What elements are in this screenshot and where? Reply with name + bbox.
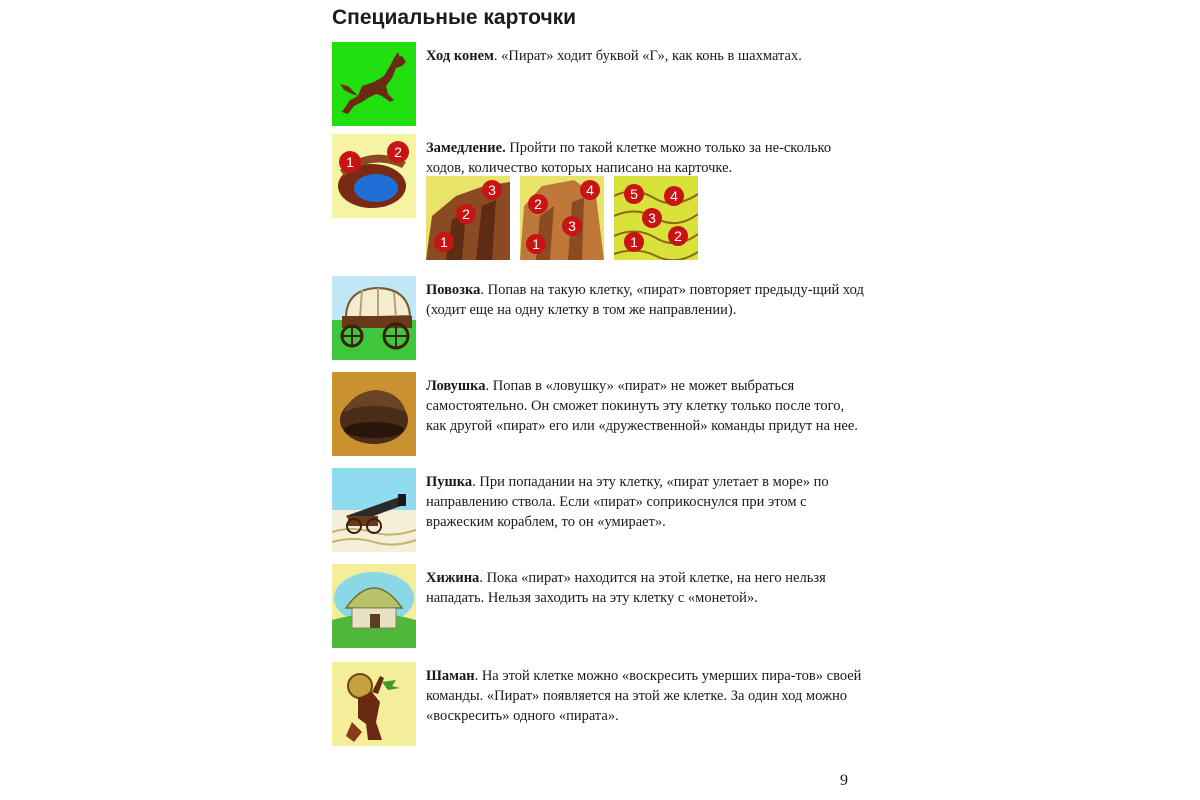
card-item-shaman (332, 662, 872, 746)
slowdown-icon (332, 134, 416, 218)
card-description: . Попав на такую клетку, «пират» повторяет предыду-щий ход (ходит еще на одну клетку в том же направлении). (426, 282, 864, 318)
step-badge: 3 (568, 218, 576, 234)
hut-icon (332, 564, 416, 648)
slowdown-5-steps-icon (614, 176, 698, 260)
card-name: Ловушка (426, 378, 486, 394)
step-badge: 2 (462, 206, 470, 222)
card-item-cannon (332, 468, 872, 552)
slowdown-badge: 2 (394, 144, 402, 160)
card-description: . На этой клетке можно «воскресить умерших пира-тов» своей команды. «Пират» появляется на этой же клетке. За один ход можно «воскресить» одного «пирата». (426, 668, 862, 724)
card-description: . Пока «пират» находится на этой клетке, на него нельзя нападать. Нельзя заходить на эту клетку с «монетой». (426, 570, 826, 606)
slowdown-3-steps-icon (426, 176, 510, 260)
card-name: Ход конем (426, 48, 494, 64)
step-badge: 2 (674, 228, 682, 244)
shaman-icon (332, 662, 416, 746)
slowdown-4-steps-icon (520, 176, 604, 260)
card-item-wagon (332, 276, 872, 360)
wagon-icon (332, 276, 416, 360)
card-text (426, 46, 866, 66)
card-name: Шаман (426, 668, 475, 684)
step-badge: 1 (630, 234, 638, 250)
step-badge: 4 (670, 188, 678, 204)
card-item-trap (332, 372, 872, 456)
step-badge: 3 (488, 182, 496, 198)
card-text (426, 568, 866, 608)
card-text (426, 472, 866, 532)
step-badge: 5 (630, 186, 638, 202)
card-name: Пушка (426, 474, 473, 490)
card-name: Повозка (426, 282, 481, 298)
trap-icon (332, 372, 416, 456)
card-description: Пройти по такой клетке можно только за не-сколько ходов, количество которых написано на карточке. (426, 140, 832, 176)
step-badge: 1 (532, 236, 540, 252)
step-badge: 2 (534, 196, 542, 212)
card-name: Замедление. (426, 140, 506, 156)
card-description: . Попав в «ловушку» «пират» не может выбраться самостоятельно. Он сможет покинуть эту клетку только после того, как другой «пират» его или «дружественной» команды придут на нее. (426, 378, 858, 434)
card-text (426, 376, 866, 436)
step-badge: 3 (648, 210, 656, 226)
card-text (426, 138, 866, 178)
page-number: 9 (840, 772, 848, 789)
cannon-icon (332, 468, 416, 552)
card-text (426, 280, 866, 320)
horse-icon (332, 42, 416, 126)
card-description: . «Пират» ходит буквой «Г», как конь в шахматах. (493, 48, 802, 64)
step-badge: 4 (586, 182, 594, 198)
slowdown-badge: 1 (346, 154, 354, 170)
card-description: . При попадании на эту клетку, «пират улетает в море» по направлению ствола. Если «пират» соприкоснулся при этом с вражеским кораблем, то он «умирает». (426, 474, 829, 530)
card-item-hut (332, 564, 872, 648)
card-item-slowdown (332, 134, 872, 264)
step-badge: 1 (440, 234, 448, 250)
page-title: Специальные карточки (332, 6, 577, 29)
card-name: Хижина (426, 570, 480, 586)
card-item-knight-move (332, 42, 872, 126)
card-text (426, 666, 866, 726)
